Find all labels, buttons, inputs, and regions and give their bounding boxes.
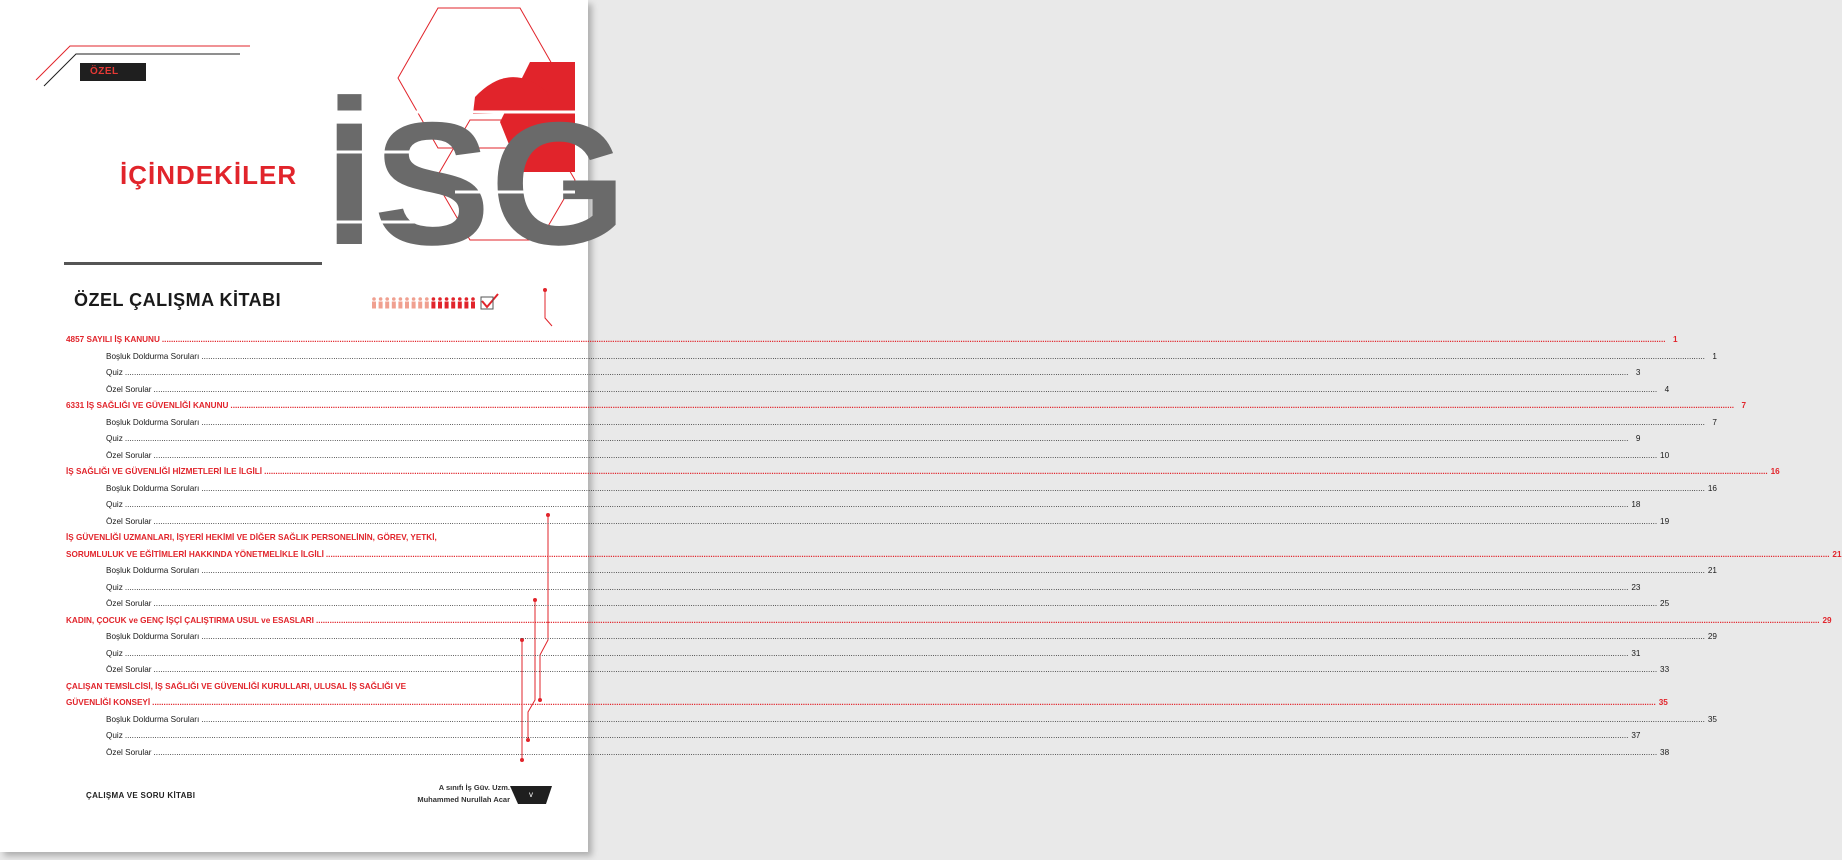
divider-rule [64,262,322,265]
toc-section-title-line[interactable]: İŞ GÜVENLİĞİ UZMANLARI, İŞYERİ HEKİMİ VE DİĞER SAĞLIK PERSONELİNİN, GÖREV, YETKİ, [66,533,437,542]
toc-leader [326,547,1830,564]
toc-leader [201,712,1705,729]
toc-subsection-title: Quiz [106,368,123,377]
toc-subsection-title: Quiz [106,500,123,509]
toc-subsection[interactable] [66,481,1717,498]
toc-section-title: İŞ SAĞLIĞI VE GÜVENLİĞİ HİZMETLERİ İLE İLGİLİ [66,467,263,476]
toc-subsection[interactable] [66,365,1641,382]
toc-subsection-title: Boşluk Doldurma Soruları [106,566,200,575]
toc-subsection[interactable] [66,448,1670,465]
toc-subsection[interactable] [66,580,1641,597]
person-figure [425,297,429,308]
toc-leader [201,349,1705,366]
person-figure [458,297,462,308]
toc-page-number: 16 [1770,467,1780,476]
toc-leader [201,415,1705,432]
toc-subsection[interactable] [66,497,1641,514]
toc-subsection-title: Boşluk Doldurma Soruları [106,714,200,724]
author-title: A sınıfı İş Güv. Uzm. [438,783,510,792]
toc-page-number: 35 [1707,714,1717,724]
toc-subsection[interactable] [66,646,1641,663]
toc-subsection[interactable] [66,415,1717,432]
toc-leader [152,695,1656,712]
toc-leader [125,431,1629,448]
toc-page-number: 21 [1707,566,1717,575]
person-figure [385,297,389,308]
toc-section-title: 6331 İŞ SAĞLIĞI VE GÜVENLİĞİ KANUNU [66,401,229,410]
toc-page-number: 37 [1631,731,1641,740]
table-of-contents [66,332,1842,761]
toc-leader [125,728,1629,745]
toc-page-number: 7 [1741,401,1747,410]
toc-leader [125,646,1629,663]
toc-leader [162,332,1666,349]
toc-page-number: 3 [1635,368,1641,377]
toc-subsection[interactable] [66,712,1717,729]
toc-section-title: 4857 SAYILI İŞ KANUNU [66,335,160,344]
toc-section[interactable] [66,464,1780,481]
footer-book-name: ÇALIŞMA VE SORU KİTABI [86,791,196,800]
toc-page-number: 31 [1631,648,1641,658]
person-figure [464,297,468,308]
toc-subsection[interactable] [66,563,1717,580]
toc-subsection-title: Özel Sorular [106,450,152,460]
toc-page-number: 9 [1635,434,1641,443]
svg-text:İSG: İSG [325,87,627,282]
toc-leader [154,596,1658,613]
person-figure [471,297,475,308]
toc-leader [201,481,1705,498]
toc-section[interactable] [66,398,1747,415]
toc-section-title-line[interactable]: ÇALIŞAN TEMSİLCİSİ, İŞ SAĞLIĞI VE GÜVENLİĞİ KURULLARI, ULUSAL İŞ SAĞLIĞI VE [66,681,407,691]
toc-subsection-title: Özel Sorular [106,384,152,394]
toc-section[interactable] [66,695,1668,712]
toc-leader [201,563,1705,580]
person-figure [451,297,455,308]
toc-page-number: 29 [1707,632,1717,641]
toc-subsection[interactable] [66,662,1670,679]
toc-subsection-title: Boşluk Doldurma Soruları [106,483,200,493]
person-figure [431,297,435,308]
toc-subsection[interactable] [66,349,1717,366]
toc-page-number: 23 [1631,582,1641,592]
person-figure [438,297,442,308]
toc-page-number: 7 [1712,417,1717,427]
toc-page-number: 25 [1660,599,1670,608]
person-figure [418,297,422,308]
toc-leader [316,613,1820,630]
toc-leader [154,514,1658,531]
toc-subsection[interactable] [66,596,1670,613]
page-number: v [529,790,533,799]
toc-subsection-title: Özel Sorular [106,665,152,674]
toc-leader [125,497,1629,514]
toc-page-number: 16 [1707,483,1717,493]
isg-logo [325,52,627,282]
toc-subsection[interactable] [66,382,1670,399]
toc-section[interactable] [66,547,1842,564]
people-icon [370,293,500,311]
toc-leader [264,464,1768,481]
toc-leader [154,745,1658,762]
toc-section[interactable] [66,332,1678,349]
toc-subsection[interactable] [66,745,1670,762]
toc-page-number: 18 [1631,500,1641,509]
toc-subsection-title: Quiz [106,434,123,443]
toc-leader [125,580,1629,597]
toc-page-number: 35 [1658,698,1668,707]
toc-section-title: SORUMLULUK VE EĞİTİMLERİ HAKKINDA YÖNETMELİKLE İLGİLİ [66,549,324,559]
page-number-tab [510,786,552,804]
toc-leader [154,448,1658,465]
person-figure [445,297,449,308]
toc-subsection-title: Boşluk Doldurma Soruları [106,417,200,427]
toc-subsection-title: Özel Sorular [106,516,152,526]
toc-subsection[interactable] [66,431,1641,448]
person-figure [392,297,396,308]
toc-subsection-title: Boşluk Doldurma Soruları [106,632,200,641]
author-name: Muhammed Nurullah Acar [417,795,510,804]
person-figure [412,297,416,308]
person-figure [405,297,409,308]
toc-subsection-title: Boşluk Doldurma Soruları [106,351,200,361]
section-badge: ÖZEL [80,63,146,81]
toc-subsection-title: Özel Sorular [106,747,152,757]
person-figure [398,297,402,308]
book-title: ÖZEL ÇALIŞMA KİTABI [74,290,282,310]
toc-page-number: 29 [1822,615,1832,625]
toc-subsection-title: Quiz [106,648,123,658]
toc-leader [125,365,1629,382]
toc-subsection[interactable] [66,629,1717,646]
toc-leader [230,398,1734,415]
toc-section[interactable] [66,613,1832,630]
toc-page-number: 4 [1664,384,1670,394]
toc-page-number: 38 [1660,747,1670,757]
toc-page-number: 1 [1712,351,1717,361]
toc-subsection[interactable] [66,514,1670,531]
person-figure [372,297,376,308]
toc-page-number: 21 [1832,549,1842,559]
toc-leader [154,662,1658,679]
person-figure [379,297,383,308]
toc-page-number: 33 [1660,665,1670,674]
toc-section-title: KADIN, ÇOCUK ve GENÇ İŞÇİ ÇALIŞTIRMA USUL ve ESASLARI [66,615,314,625]
toc-leader [201,629,1705,646]
toc-leader [154,382,1658,399]
toc-section-title: GÜVENLİĞİ KONSEYİ [66,698,151,707]
toc-page-number: 1 [1672,335,1678,344]
page-title: İÇİNDEKİLER [120,160,298,190]
toc-subsection[interactable] [66,728,1641,745]
toc-subsection-title: Özel Sorular [106,599,152,608]
toc-subsection-title: Quiz [106,731,123,740]
toc-page-number: 19 [1660,516,1670,526]
toc-page-number: 10 [1660,450,1670,460]
toc-subsection-title: Quiz [106,582,123,592]
footer-author [360,782,510,806]
